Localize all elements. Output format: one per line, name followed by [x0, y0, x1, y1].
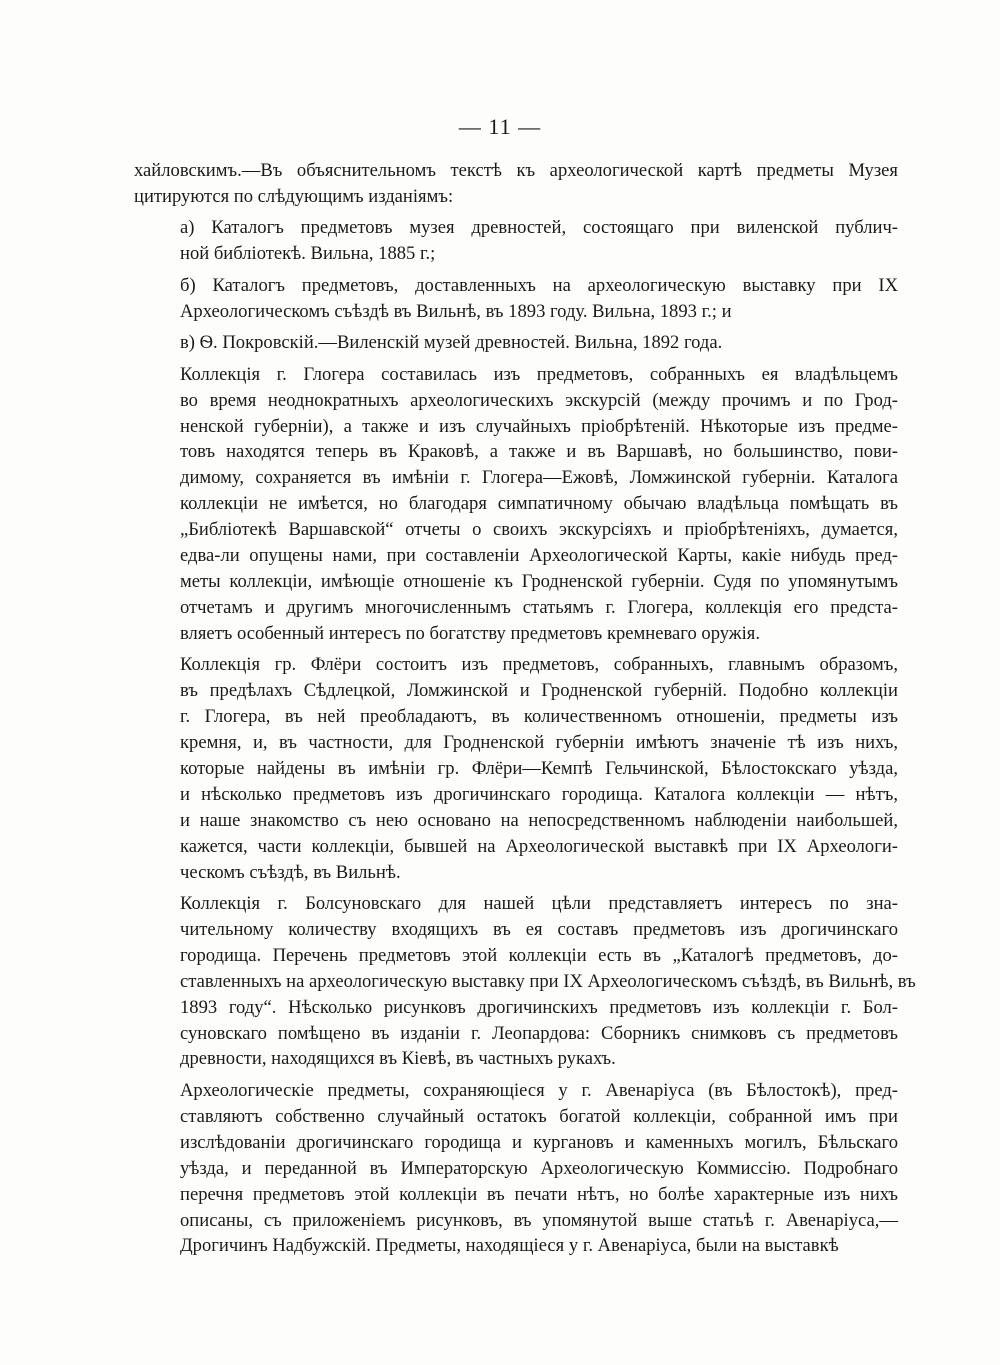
- text-line: суновскаго помѣщено въ изданіи г. Леопардова: Сборникъ снимковъ съ предметовъ: [180, 1022, 898, 1044]
- text-line: товъ находятся теперь въ Краковѣ, а также и въ Варшавѣ, но большинство, пови-: [180, 441, 898, 463]
- paragraph: [134, 158, 898, 210]
- text-line: ставленныхъ на археологическую выставку при IX Археологическомъ съѣздѣ, въ Вильнѣ, въ: [180, 970, 916, 992]
- text-line: которые найдены въ имѣніи гр. Флёри—Кемпѣ Гельчинской, Бѣлостокскаго уѣзда,: [180, 757, 898, 779]
- page-number: — 11 —: [458, 114, 542, 139]
- paragraph: [134, 215, 898, 267]
- paragraph: [134, 652, 898, 885]
- paragraph: [134, 273, 898, 325]
- text-line: ставляютъ собственно случайный остатокъ богатой коллекціи, собранной имъ при: [180, 1105, 898, 1127]
- text-line: г. Глогера, въ ней преобладаютъ, въ количественномъ отношеніи, предметы изъ: [180, 706, 898, 728]
- paragraph: [134, 1078, 898, 1259]
- text-line: въ предѣлахъ Сѣдлецкой, Ломжинской и Гродненской губерній. Подобно коллекціи: [180, 680, 898, 702]
- text-line: древности, находящихся въ Кіевѣ, въ частныхъ рукахъ.: [180, 1048, 616, 1070]
- text-line: отчетамъ и другимъ многочисленнымъ статьямъ г. Глогера, коллекція его предста-: [180, 596, 898, 618]
- text-line: б) Каталогъ предметовъ, доставленныхъ на археологическую выставку при IX: [180, 274, 898, 296]
- text-line: кремня, и, въ частности, для Гродненской губерніи имѣютъ значеніе тѣ изъ нихъ,: [180, 732, 898, 753]
- text-line: меты коллекціи, имѣющіе отношеніе къ Гродненской губерніи. Судя по упомянутымъ: [180, 570, 898, 592]
- text-line: Дрогичинъ Надбужскій. Предметы, находящіеся у г. Авенаріуса, были на выставкѣ: [180, 1235, 839, 1257]
- text-line: и нѣсколько предметовъ изъ дрогичинскаго городища. Каталога коллекціи — нѣтъ,: [180, 783, 898, 805]
- text-line: едва-ли опущены нами, при составленіи Археологической Карты, какіе нибудь пред-: [180, 545, 898, 567]
- text-line: коллекціи не имѣется, но благодаря симпатичному обычаю владѣльца помѣщать въ: [180, 493, 898, 515]
- text-line: Коллекція гр. Флёри состоитъ изъ предметовъ, собранныхъ, главнымъ образомъ,: [180, 654, 898, 676]
- text-line: Коллекція г. Глогера составилась изъ предметовъ, собранныхъ ея владѣльцемъ: [180, 363, 898, 385]
- text-line: Археологическіе предметы, сохраняющіеся у г. Авенаріуса (въ Бѣлостокѣ), пред-: [180, 1079, 898, 1101]
- text-line: во время неоднократныхъ археологическихъ экскурсій (между прочимъ и по Грод-: [180, 389, 898, 411]
- text-line: в) Ѳ. Покровскій.—Виленскій музей древностей. Вильна, 1892 года.: [180, 332, 723, 354]
- text-line: описаны, съ приложеніемъ рисунковъ, въ упомянутой выше статьѣ г. Авенаріуса,—: [180, 1209, 898, 1231]
- text-line: изслѣдованіи дрогичинскаго городища и кургановъ и каменныхъ могилъ, Бѣльскаго: [180, 1131, 898, 1153]
- paragraph: [134, 891, 916, 1072]
- text-line: а) Каталогъ предметовъ музея древностей, состоящаго при виленской публич-: [180, 217, 898, 239]
- text-line: димому, сохраняется въ имѣніи г. Глогера—Ежовѣ, Ломжинской губерніи. Каталога: [180, 467, 898, 489]
- text-line: и наше знакомство съ нею основано на непосредственномъ наблюденіи наибольшей,: [180, 809, 898, 831]
- text-line: вляетъ особенный интересъ по богатству предметовъ кремневаго оружія.: [180, 622, 761, 644]
- text-line: городища. Перечень предметовъ этой коллекціи есть въ „Каталогѣ предметовъ, до-: [180, 944, 898, 966]
- text-line: 1893 году“. Нѣсколько рисунковъ дрогичинскихъ предметовъ изъ коллекціи г. Бол-: [180, 996, 898, 1018]
- text-line: кажется, части коллекціи, бывшей на Археологической выставкѣ при IX Археологи-: [180, 835, 898, 857]
- body-text: [134, 158, 916, 1265]
- paragraph: [134, 330, 898, 356]
- text-line: ческомъ съѣздѣ, въ Вильнѣ.: [180, 861, 401, 883]
- text-line: ненской губерніи), а также и изъ случайныхъ пріобрѣтеній. Нѣкоторые изъ предме-: [180, 415, 898, 437]
- text-line: уѣзда, и переданной въ Императорскую Археологическую Коммиссію. Подробнаго: [180, 1157, 898, 1179]
- text-line: Коллекція г. Болсуновскаго для нашей цѣли представляетъ интересъ по зна-: [180, 893, 898, 915]
- paragraph: [134, 362, 898, 647]
- text-line: „Библіотекѣ Варшавской“ отчеты о своихъ экскурсіяхъ и пріобрѣтеніяхъ, думается,: [180, 519, 898, 541]
- text-line: перечня предметовъ этой коллекціи въ печати нѣтъ, но болѣе характерные изъ нихъ: [180, 1183, 898, 1205]
- text-line: ной библіотекѣ. Вильна, 1885 г.;: [180, 243, 436, 265]
- text-line: Археологическомъ съѣздѣ въ Вильнѣ, въ 1893 году. Вильна, 1893 г.; и: [180, 300, 732, 322]
- text-line: цитируются по слѣдующимъ изданіямъ:: [134, 185, 454, 207]
- text-line: чительному количеству входящихъ въ ея составъ предметовъ изъ дрогичинскаго: [180, 918, 898, 940]
- text-line: хайловскимъ.—Въ объяснительномъ текстѣ къ археологической картѣ предметы Музея: [134, 160, 898, 181]
